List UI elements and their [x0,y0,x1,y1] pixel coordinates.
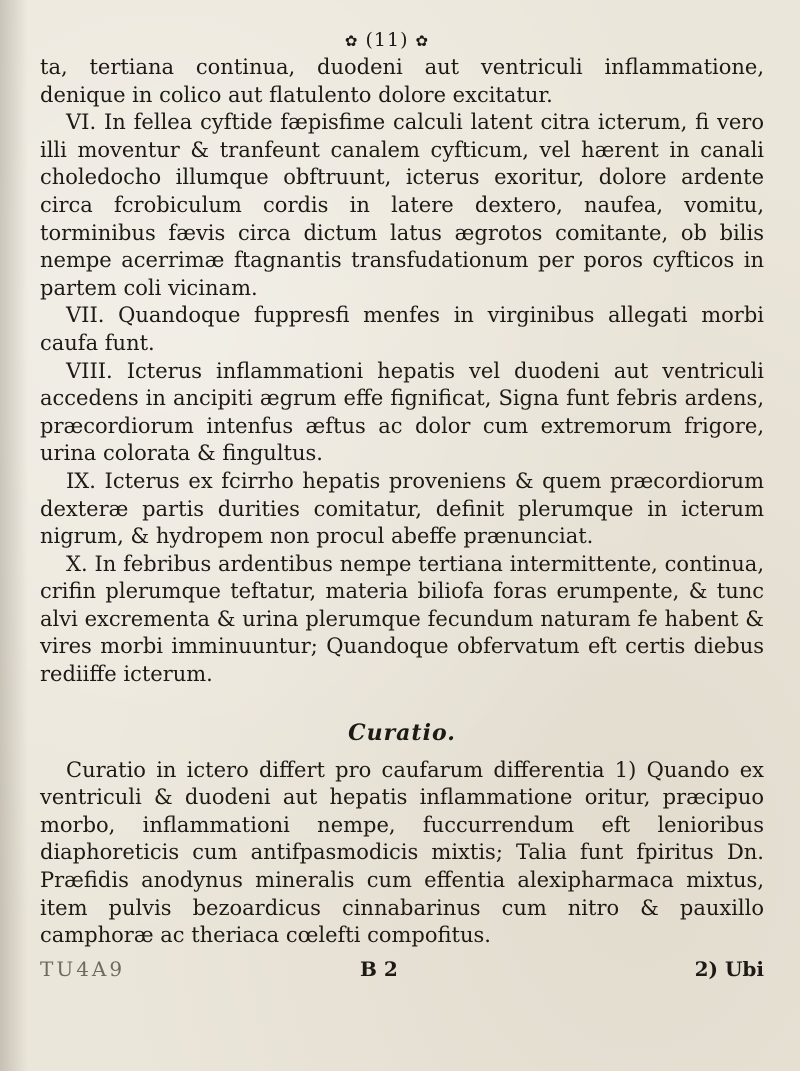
signature-mark: B 2 [360,956,398,981]
page-number: (11) [365,29,409,51]
paragraph-curatio: Curatio in icterо differt pro caufarum differentia 1) Quando ex ventriculi & duodeni aut hepatis inflammatione oritur, præcipuo morbo, inflammationi nempe, fuccurrendum eft lenioribus diaphoreticis cum antifpasmodicis mixtis; Talia funt fpiritus Dn. Præfidis anodynus mineralis cum effentia alexipharmaca mixtus, item pulvis bezoardicus cinnabarinus cum nitro & pauxillo camphoræ ac theriaca cœlefti compofitus. [40,757,764,948]
right-ornament-icon: ✿ [415,32,430,50]
paragraph-viii: VIII. Icterus inflammationi hepatis vel duodeni aut ventriculi accedens in ancipiti ægrum effe fignificat, Signa funt febris ardens, præcordiorum intenfus æftus ac dolor cum extremorum frigore, urina colorata & fingultus. [40,358,764,466]
paragraph-ix: IX. Icterus ex fcirrho hepatis proveniens & quem præcordiorum dexteræ partis durities comitatur, definit plerumque in icterum nigrum, & hydropem non procul abeffe prænunciat. [40,468,764,549]
left-ornament-icon: ✿ [344,32,359,50]
paragraph-vi: VI. In fellea cyftide fæpisfime calculi latent citra icterum, fi vero illi moventur & tranfeunt canalem cyfticum, vel hærent in canali choledocho illumque obftruunt, icterus exoritur, dolore ardente circa fcrobiculum cordis in latere dextero, naufea, vomitu, torminibus fævis circa dictum latus ægrotos comitante, ob bilis nempe acerrimæ ftagnantis transfudationum per poros cyfticos in partem coli vicinam. [40,110,764,300]
paragraph-continuation: ta, tertiana continua, duodeni aut ventriculi inflammatione, denique in colico aut flatulento dolore excitatur. [40,55,764,107]
section-title: Curatio. [348,719,456,746]
page-header [10,26,764,54]
main-text [40,54,764,950]
catchword: 2) Ubi [694,956,764,981]
paragraph-x: X. In febribus ardentibus nempe tertiana intermittente, continua, crifin plerumque teftatur, materia biliofa foras erumpente, & tunc alvi excrementa & urina plerumque fecundum naturam fe habent & vires morbi imminuuntur; Quandoque obfervatum eft certis diebus rediiffe icterum. [40,551,764,687]
page-footer [40,954,764,984]
paragraph-vii: VII. Quandoque fuppresfi menfes in virginibus allegati morbi caufa funt. [40,303,764,355]
library-stamp: TU4A9 [40,956,126,981]
binding-shadow [0,0,28,1071]
